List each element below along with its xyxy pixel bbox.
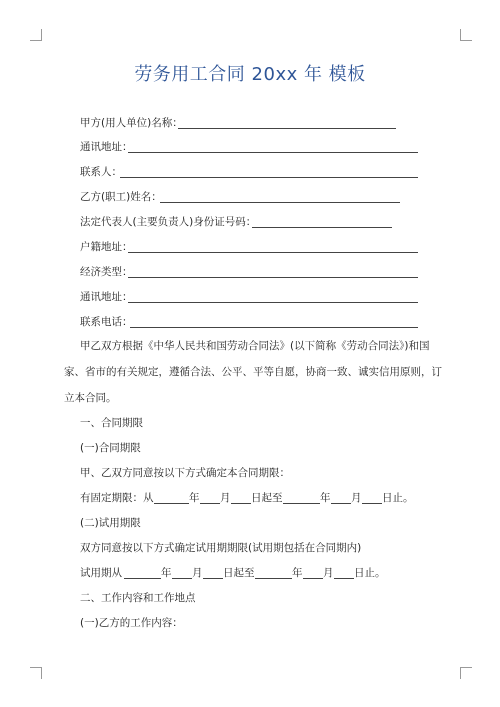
field-line-employee-name[interactable]: [160, 202, 400, 203]
subsection-heading-trial: (二)试用期限: [80, 517, 141, 529]
fixed-term-start-month-blank[interactable]: [200, 503, 220, 504]
fixed-term-month-label: 月: [220, 492, 231, 504]
crop-mark-bottom-left: [30, 667, 42, 679]
field-line-contact[interactable]: [120, 177, 418, 178]
fixed-term-end-year-blank[interactable]: [283, 503, 320, 504]
field-line-address-2[interactable]: [128, 302, 418, 303]
trial-term-year2-label: 年: [292, 567, 303, 579]
fixed-term-month2-label: 月: [351, 492, 362, 504]
fixed-term-start-year-blank[interactable]: [154, 503, 189, 504]
field-label-address-2: 通讯地址：: [80, 291, 133, 303]
field-label-id-number: 法定代表人(主要负责人)身份证号码：: [80, 216, 257, 228]
trial-term-month-label: 月: [192, 567, 203, 579]
trial-term-start-year-blank[interactable]: [124, 578, 161, 579]
trial-term-prefix: 试用期从: [80, 567, 122, 579]
fixed-term-end-month-blank[interactable]: [331, 503, 351, 504]
field-label-household-address: 户籍地址：: [80, 241, 133, 253]
fixed-term-end-day-blank[interactable]: [362, 503, 382, 504]
field-label-address: 通讯地址：: [80, 141, 133, 153]
field-line-employer-name[interactable]: [178, 128, 396, 129]
fixed-term-year-label: 年: [189, 492, 200, 504]
field-line-economic-type[interactable]: [128, 277, 418, 278]
fixed-term-start-day-blank[interactable]: [231, 503, 251, 504]
fixed-term-day-end-label: 日止。: [382, 492, 414, 504]
crop-mark-bottom-right: [460, 667, 472, 679]
field-label-contact: 联系人：: [80, 166, 122, 178]
subsection-heading-term: (一)合同期限: [80, 442, 141, 454]
field-label-economic-type: 经济类型：: [80, 266, 133, 278]
field-line-address[interactable]: [128, 152, 418, 153]
trial-term-end-day-blank[interactable]: [334, 578, 354, 579]
subsection-intro-trial: 双方同意按以下方式确定试用期期限(试用期包括在合同期内): [80, 542, 362, 554]
section-heading-work-content: 二、工作内容和工作地点: [80, 592, 196, 604]
trial-term-start-day-blank[interactable]: [203, 578, 223, 579]
fixed-term-year2-label: 年: [320, 492, 331, 504]
subsection-intro-term: 甲、乙双方同意按以下方式确定本合同期限：: [80, 467, 290, 479]
trial-term-end-year-blank[interactable]: [255, 578, 292, 579]
fixed-term-prefix: 有固定期限：从: [80, 492, 154, 504]
field-line-id-number[interactable]: [252, 227, 392, 228]
trial-term-end-month-blank[interactable]: [303, 578, 323, 579]
trial-term-month2-label: 月: [323, 567, 334, 579]
field-label-phone: 联系电话：: [80, 316, 133, 328]
crop-mark-top-left: [30, 29, 42, 41]
document-title: 劳务用工合同 20xx 年 模板: [134, 64, 366, 85]
field-label-employee-name: 乙方(职工)姓名：: [80, 191, 162, 203]
fixed-term-day-from-label: 日起至: [251, 492, 283, 504]
field-line-phone[interactable]: [130, 327, 418, 328]
trial-term-year-label: 年: [161, 567, 172, 579]
trial-term-day-end-label: 日止。: [354, 567, 386, 579]
field-line-household-address[interactable]: [128, 252, 418, 253]
trial-term-day-from-label: 日起至: [223, 567, 255, 579]
trial-term-start-month-blank[interactable]: [172, 578, 192, 579]
section-heading-contract-term: 一、合同期限: [80, 417, 143, 429]
intro-paragraph: 甲乙双方根据《中华人民共和国劳动合同法》(以下简称《劳动合同法》)和国家、省市的有关规定，遵循合法、公平、平等自愿，协商一致、诚实信用原则，订立本合同。: [64, 340, 442, 404]
field-label-employer-name: 甲方(用人单位)名称：: [80, 117, 183, 129]
subsection-heading-work-content: (一)乙方的工作内容：: [80, 617, 183, 629]
crop-mark-top-right: [460, 29, 472, 41]
